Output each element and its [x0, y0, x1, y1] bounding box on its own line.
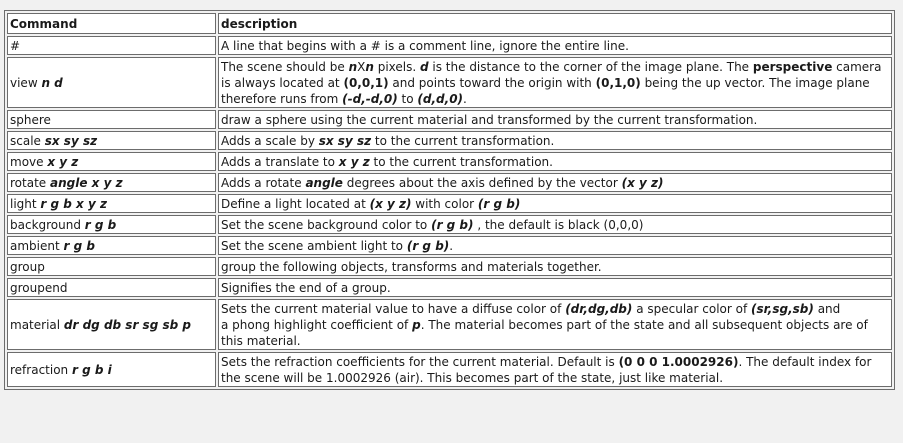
- text-run: sphere: [10, 113, 51, 127]
- emphasis-text: angle: [305, 176, 343, 190]
- command-cell: [7, 278, 216, 297]
- command-cell: [7, 215, 216, 234]
- text-run: . The default index for the scene will be 1.0002926 (air). This becomes part of the state, just like material.: [221, 355, 872, 385]
- command-cell: [7, 152, 216, 171]
- description-cell: [218, 236, 892, 255]
- emphasis-text: x y z: [338, 155, 370, 169]
- description-cell: [218, 110, 892, 129]
- text-run: pixels.: [373, 60, 420, 74]
- command-cell: [7, 299, 216, 350]
- text-run: Set the scene background color to: [221, 218, 432, 232]
- text-run: with color: [411, 197, 478, 211]
- header-description: description: [218, 13, 892, 34]
- emphasis-text: (0,0,1): [343, 76, 389, 90]
- text-run: background: [10, 218, 85, 232]
- text-run: material: [10, 318, 64, 332]
- emphasis-text: (x y z): [621, 176, 664, 190]
- text-run: view: [10, 76, 42, 90]
- command-cell: [7, 194, 216, 213]
- text-run: groupend: [10, 281, 68, 295]
- table-row: [7, 152, 892, 171]
- table-row: [7, 278, 892, 297]
- description-cell: [218, 36, 892, 55]
- text-run: scale: [10, 134, 45, 148]
- emphasis-text: (0 0 0 1.0002926): [618, 355, 739, 369]
- command-cell: [7, 110, 216, 129]
- description-cell: [218, 257, 892, 276]
- text-run: Adds a rotate: [221, 176, 306, 190]
- text-run: #: [10, 39, 21, 53]
- emphasis-text: (d,d,0): [417, 92, 464, 106]
- command-reference: [4, 10, 895, 390]
- text-run: light: [10, 197, 41, 211]
- text-run: group the following objects, transforms and materials together.: [221, 260, 602, 274]
- emphasis-text: sx sy sz: [44, 134, 98, 148]
- command-cell: [7, 57, 216, 108]
- command-cell: [7, 236, 216, 255]
- emphasis-text: (-d,-d,0): [342, 92, 398, 106]
- text-run: group: [10, 260, 45, 274]
- text-run: , the default is black (0,0,0): [473, 218, 644, 232]
- table-row: [7, 299, 892, 350]
- emphasis-text: r g b x y z: [40, 197, 107, 211]
- text-run: to: [397, 92, 418, 106]
- text-run: a phong highlight coefficient of: [221, 318, 413, 332]
- text-run: draw a sphere using the current material and transformed by the current transformation.: [221, 113, 758, 127]
- emphasis-text: n d: [41, 76, 63, 90]
- text-run: to the current transformation.: [371, 134, 555, 148]
- text-run: and: [813, 302, 841, 316]
- emphasis-text: n: [348, 60, 358, 74]
- emphasis-text: dr dg db sr sg sb p: [63, 318, 191, 332]
- emphasis-text: (sr,sg,sb): [751, 302, 814, 316]
- text-run: refraction: [10, 363, 72, 377]
- emphasis-text: perspective: [752, 60, 833, 74]
- description-cell: [218, 152, 892, 171]
- emphasis-text: x y z: [47, 155, 79, 169]
- text-run: and points toward the origin with: [388, 76, 596, 90]
- text-run: being the up vector. The image plane therefore runs from: [221, 76, 870, 106]
- description-cell: [218, 131, 892, 150]
- text-run: camera is always located at: [221, 60, 882, 90]
- text-run: . The material becomes part of the state and all subsequent objects are of this material.: [221, 318, 868, 348]
- table-body: [7, 36, 892, 387]
- text-run: The scene should be: [221, 60, 349, 74]
- emphasis-text: p: [412, 318, 421, 332]
- text-run: Signifies the end of a group.: [221, 281, 391, 295]
- table-row: [7, 352, 892, 387]
- description-cell: [218, 173, 892, 192]
- description-cell: [218, 57, 892, 108]
- description-cell: [218, 215, 892, 234]
- text-run: Define a light located at: [221, 197, 370, 211]
- header-row: [7, 13, 892, 34]
- table-row: [7, 194, 892, 213]
- text-run: .: [449, 239, 454, 253]
- text-run: .: [463, 92, 467, 106]
- command-cell: [7, 257, 216, 276]
- text-run: Sets the refraction coefficients for the current material. Default is: [221, 355, 619, 369]
- command-cell: [7, 131, 216, 150]
- emphasis-text: r g b i: [71, 363, 112, 377]
- table-row: [7, 215, 892, 234]
- text-run: to the current transformation.: [369, 155, 553, 169]
- table-row: [7, 236, 892, 255]
- table-row: [7, 173, 892, 192]
- command-cell: [7, 36, 216, 55]
- description-cell: [218, 278, 892, 297]
- text-run: A line that begins with a # is a comment line, ignore the entire line.: [221, 39, 629, 53]
- text-run: a specular color of: [632, 302, 752, 316]
- emphasis-text: r g b: [63, 239, 95, 253]
- text-run: Adds a scale by: [221, 134, 319, 148]
- table-row: [7, 131, 892, 150]
- emphasis-text: (r g b): [406, 239, 450, 253]
- description-cell: [218, 299, 892, 350]
- table-row: [7, 257, 892, 276]
- command-cell: [7, 173, 216, 192]
- emphasis-text: angle x y z: [49, 176, 123, 190]
- table-row: [7, 110, 892, 129]
- emphasis-text: (0,1,0): [595, 76, 641, 90]
- text-run: Adds a translate to: [221, 155, 339, 169]
- table-row: [7, 57, 892, 108]
- emphasis-text: sx sy sz: [318, 134, 372, 148]
- emphasis-text: (x y z): [369, 197, 412, 211]
- emphasis-text: (r g b): [477, 197, 521, 211]
- emphasis-text: d: [420, 60, 429, 74]
- command-table: [4, 10, 895, 390]
- command-cell: [7, 352, 216, 387]
- emphasis-text: (r g b): [431, 218, 474, 232]
- emphasis-text: n: [365, 60, 374, 74]
- header-command: Command: [7, 13, 216, 34]
- text-run: is the distance to the corner of the image plane. The: [428, 60, 753, 74]
- emphasis-text: (dr,dg,db): [565, 302, 633, 316]
- text-run: move: [10, 155, 48, 169]
- description-cell: [218, 352, 892, 387]
- text-run: degrees about the axis defined by the vector: [342, 176, 622, 190]
- text-run: X: [357, 60, 366, 74]
- text-run: ambient: [10, 239, 64, 253]
- text-run: Set the scene ambient light to: [221, 239, 407, 253]
- emphasis-text: r g b: [84, 218, 117, 232]
- text-run: rotate: [10, 176, 50, 190]
- description-cell: [218, 194, 892, 213]
- table-row: [7, 36, 892, 55]
- text-run: Sets the current material value to have a diffuse color of: [221, 302, 566, 316]
